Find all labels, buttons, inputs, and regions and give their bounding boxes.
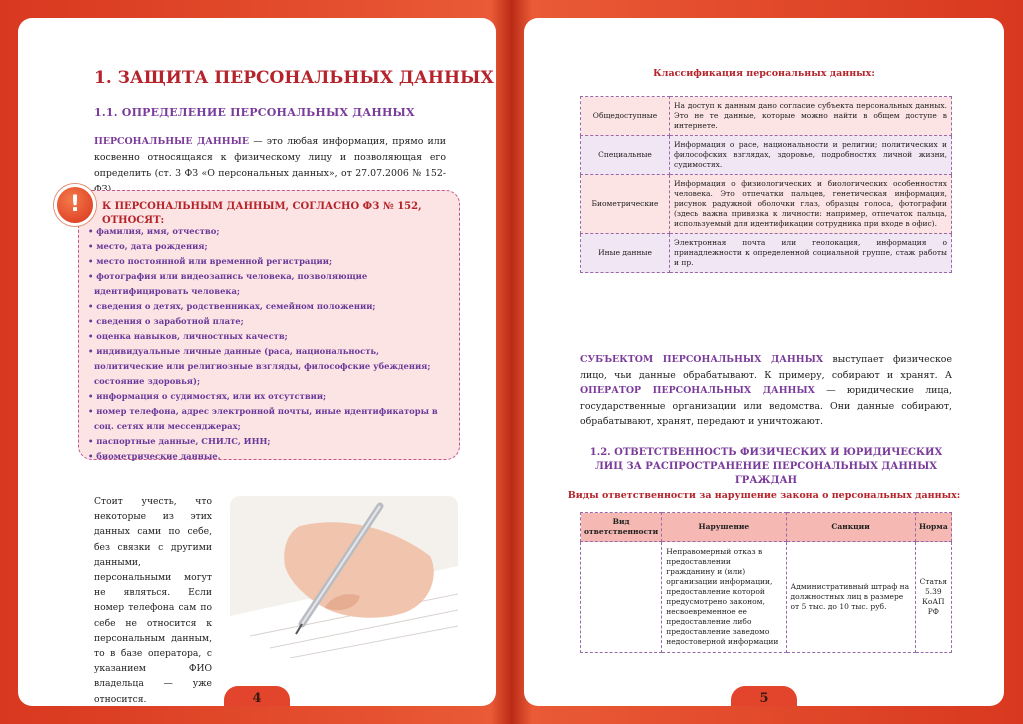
list-item: • индивидуальные личные данные (раса, национальность, политические или религиозные взгляды, философские убеждения; состояние здоровья); [88, 344, 448, 389]
list-item: • место, дата рождения; [88, 239, 448, 254]
table-row [581, 175, 952, 234]
table-row [581, 542, 952, 653]
list-item: • оценка навыков, личностных качеств; [88, 329, 448, 344]
section-subheading: 1.1. ОПРЕДЕЛЕНИЕ ПЕРСОНАЛЬНЫХ ДАННЫХ [94, 106, 415, 119]
table-cell: Специальные [581, 136, 670, 175]
list-item: • фамилия, имя, отчество; [88, 224, 448, 239]
classification-title: Классификация персональных данных: [653, 68, 875, 79]
list-item: • место постоянной или временной регистрации; [88, 254, 448, 269]
column-header: Санкции [786, 513, 915, 542]
note-list [88, 224, 448, 464]
list-item: • паспортные данные, СНИЛС, ИНН; [88, 434, 448, 449]
table-cell: Статья 5.39 КоАП РФ [915, 542, 951, 653]
table-cell: Административный штраф на должностных лиц в размере от 5 тыс. до 10 тыс. руб. [786, 542, 915, 653]
table-row [581, 136, 952, 175]
list-item: • номер телефона, адрес электронной почты, иные идентификаторы в соц. сетях или мессенджерах; [88, 404, 448, 434]
definition-text: — это любая информация, прямо или косвенно относящаяся к физическому лицу и позволяющая его определить (ст. 3 ФЗ «О персональных данных», от 27.07.2006 № 152- [94, 136, 446, 179]
writing-hand-photo [230, 496, 458, 658]
definition-term: ПЕРСОНАЛЬНЫЕ ДАННЫЕ [94, 136, 250, 147]
right-page [524, 18, 1004, 706]
list-item: • биометрические данные. [88, 449, 448, 464]
table-cell [581, 542, 662, 653]
subject-paragraph [580, 352, 952, 430]
exclamation-icon: ! [54, 184, 96, 226]
table-header-row [581, 513, 952, 542]
subject-term: СУБЪЕКТОМ ПЕРСОНАЛЬНЫХ ДАННЫХ [580, 354, 824, 365]
column-header: Вид ответственности [581, 513, 662, 542]
note-title: К ПЕРСОНАЛЬНЫМ ДАННЫМ, СОГЛАСНО ФЗ № 152, ОТНОСЯТ: [102, 201, 422, 226]
list-item: • информация о судимостях, или их отсутствии; [88, 389, 448, 404]
table-cell: Иные данные [581, 234, 670, 273]
writing-hand-illustration [230, 496, 458, 658]
table-row [581, 97, 952, 136]
section-subheading: 1.2. ОТВЕТСТВЕННОСТЬ ФИЗИЧЕСКИХ И ЮРИДИЧЕСКИХ ЛИЦ ЗА РАСПРОСТРАНЕНИЕ ПЕРСОНАЛЬНЫХ ДАННЫХ ГРАЖДАН [589, 447, 943, 486]
classification-table [580, 96, 952, 273]
definition-paragraph [94, 134, 446, 198]
table-cell: Неправомерный отказ в предоставлении гражданину и (или) организации информации, предоставление которой предусмотрено законом, несвоевременное ее предоставление либо предоставление заведомо недостоверной информации [662, 542, 786, 653]
list-item: • фотография или видеозапись человека, позволяющие идентифицировать человека; [88, 269, 448, 299]
table-row [581, 234, 952, 273]
table-cell: Общедоступные [581, 97, 670, 136]
operator-term: ОПЕРАТОР ПЕРСОНАЛЬНЫХ ДАННЫХ [580, 385, 815, 397]
table-cell: Биометрические [581, 175, 670, 234]
page-number: 4 [224, 686, 290, 706]
left-page [18, 18, 496, 706]
side-text: Стоит учесть, что некоторые из этих данных сами по себе, без связки с другими данными, персональными могут не являться. Если номер телефона сам по себе не относится к персональным данным, то в базе оператора, с указанием ФИО владельца — уже относится. [94, 496, 212, 705]
list-item: • сведения о детях, родственниках, семейном положении; [88, 299, 448, 314]
list-item: • сведения о заработной плате; [88, 314, 448, 329]
table-cell: На доступ к данным дано согласие субъекта персональных данных. Это не те данные, которые можно найти в общем доступе в интернете. [670, 97, 952, 136]
column-header: Норма [915, 513, 951, 542]
table-cell: Информация о расе, национальности и религии; политических и философских взглядах, здоровье, подробностях личной жизни, судимостях. [670, 136, 952, 175]
column-header: Нарушение [662, 513, 786, 542]
operator-text: — юридические лица, государственные организации или ведомства. Они данные собирают, обрабатывают, хранят, передают и уничтожают. [580, 385, 952, 428]
subject-text: выступает физическое лицо, чьи данные обрабатывают. К примеру, собирают и хранят. А [580, 354, 952, 381]
page-number: 5 [731, 686, 797, 706]
responsibility-title: Виды ответственности за нарушение закона о персональных данных: [567, 490, 961, 501]
table-cell: Информация о физиологических и биологических особенностях человека. Это отпечатки пальцев, генетическая информация, рисунок радужной оболочки глаз, образцы голоса, фотографии (здесь важна привязка к личности: например, отпечаток пальца, используемый для идентификации сотрудника при входе в офис). [670, 175, 952, 234]
page-heading: 1. ЗАЩИТА ПЕРСОНАЛЬНЫХ ДАННЫХ [94, 68, 494, 88]
table-cell: Электронная почта или геолокация, информация о принадлежности к определенной социальной группе, стаж работы и пр. [670, 234, 952, 273]
responsibility-table [580, 512, 952, 653]
